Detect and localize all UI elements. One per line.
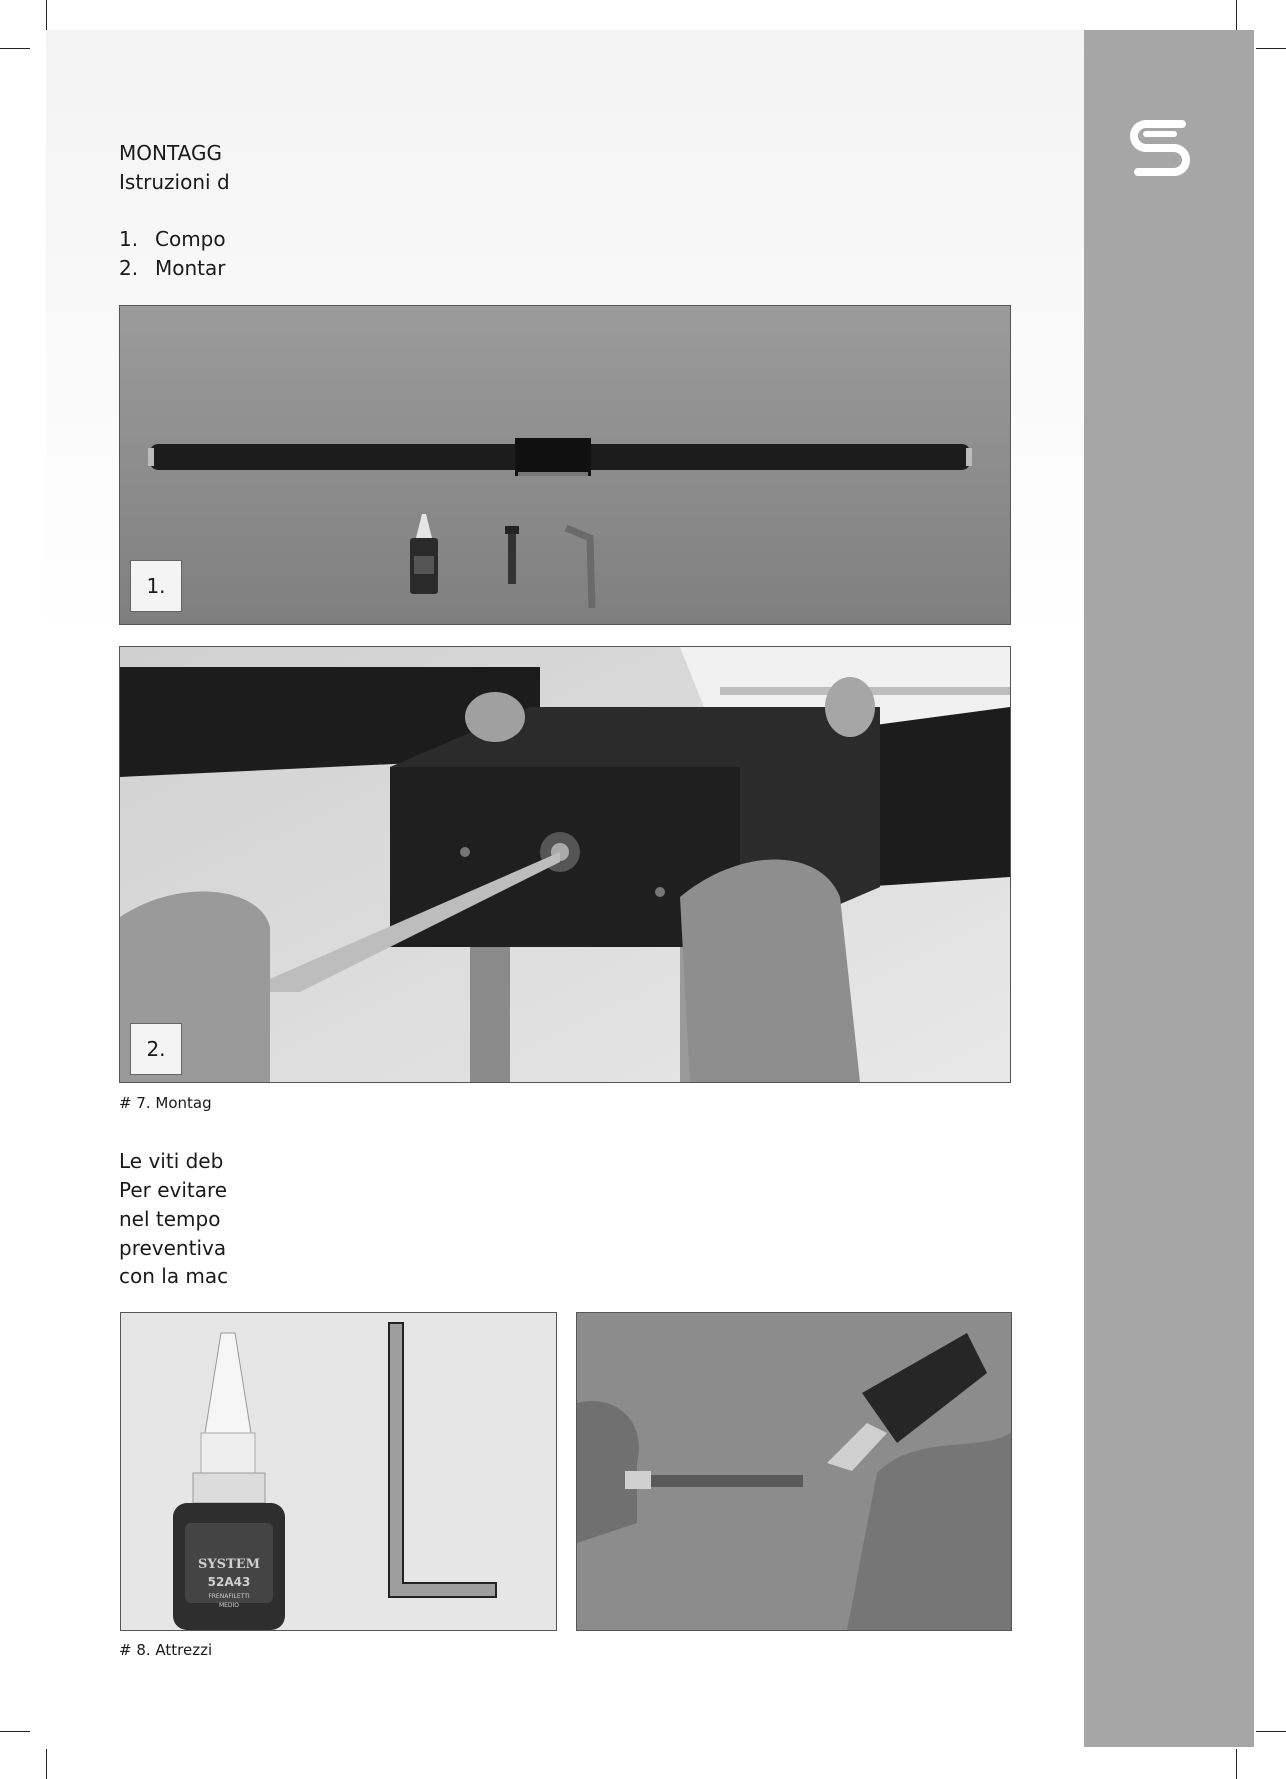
paragraph-line: Per evitare [119,1178,228,1202]
crop-mark [0,1731,30,1732]
crop-mark [1256,48,1286,49]
paragraph-line: Le viti deb [119,1149,224,1173]
section-subtitle: Istruzioni d [119,170,230,194]
brand-logo-icon [1124,116,1196,176]
side-band [1084,30,1254,1747]
crop-mark [1236,1749,1237,1779]
bottle-code: 52A43 [207,1575,251,1589]
crop-mark [0,48,30,49]
photo-tools [120,1312,557,1631]
crop-mark [1236,0,1237,30]
list-text: Compo [155,227,226,251]
bottle-line2: MEDIO [218,1602,240,1609]
crop-mark [46,1749,47,1779]
list-number: 1. [119,227,139,251]
bottle-brand: SYSTEM [197,1557,261,1572]
figure-caption: # 8. Attrezzi [119,1641,213,1659]
photo-assembly-step [119,646,1011,1083]
bottle-line1: FRENAFILETTI [208,1593,250,1600]
crop-mark [46,0,47,30]
paragraph-line: con la mac [119,1264,229,1288]
figure-caption: # 7. Montag [119,1094,212,1112]
crop-mark [1256,1731,1286,1732]
list-text: Montar [155,256,226,280]
paragraph-line: nel tempo [119,1207,221,1231]
list-item [119,225,226,254]
paragraph-line: preventiva [119,1236,227,1260]
section-title: MONTAGG [119,141,222,165]
list-number: 2. [119,256,139,280]
photo-applying-threadlocker [576,1312,1012,1631]
step-label: 1. [130,560,182,612]
list-item [119,254,226,283]
photo-parts-overview [119,305,1011,625]
step-label: 2. [130,1023,182,1075]
